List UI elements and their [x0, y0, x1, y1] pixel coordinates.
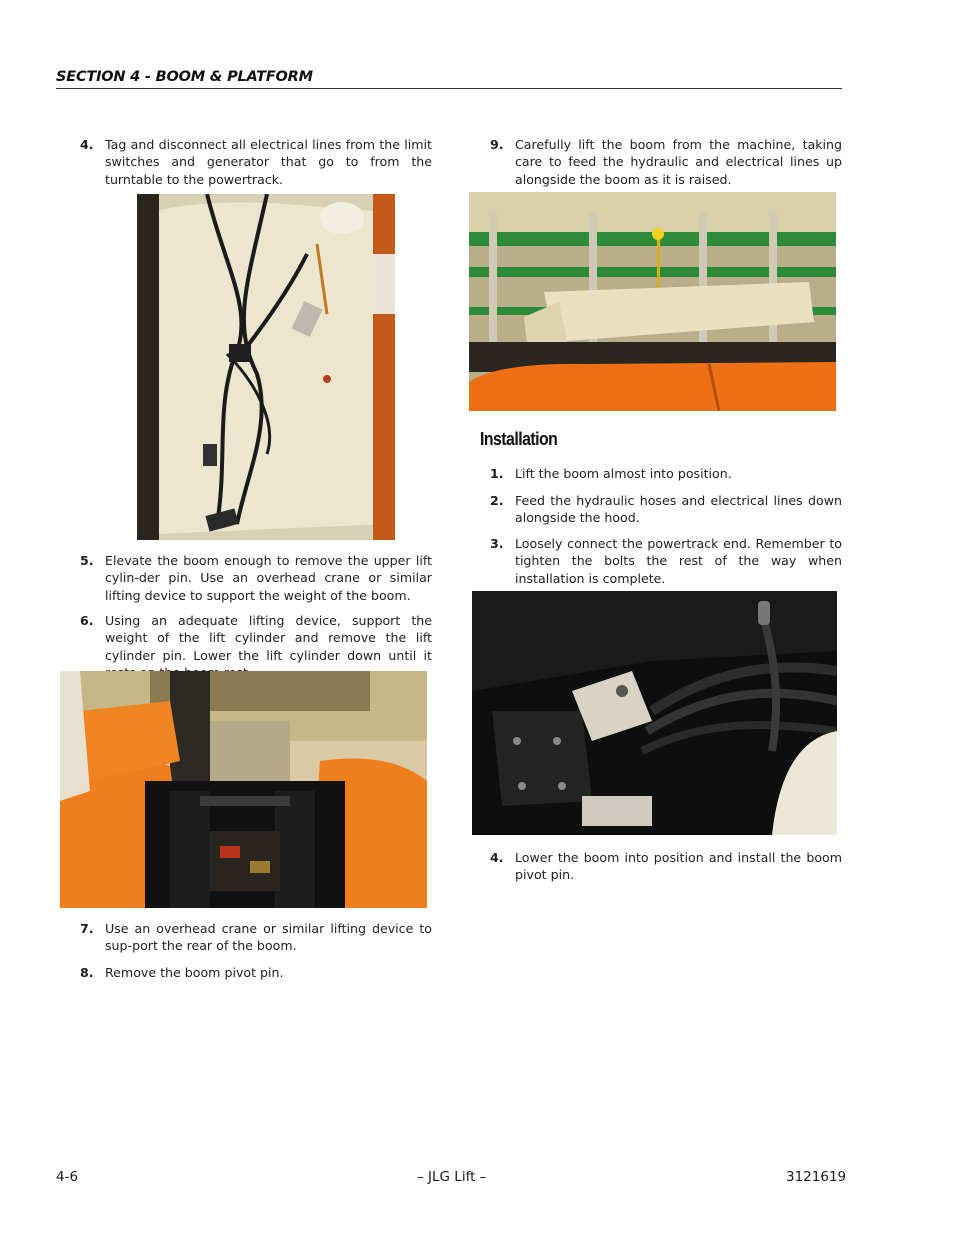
- installation-step-3: [490, 535, 842, 589]
- step-number: 2.: [490, 493, 504, 508]
- step-number: 8.: [80, 965, 94, 980]
- step-number: 3.: [490, 536, 504, 551]
- step-text: Carefully lift the boom from the machine, taking care to feed the hydraulic and electrical lines up alongside the boom as it is raised.: [515, 137, 842, 187]
- step-number: 1.: [490, 466, 504, 481]
- step-text: Remove the boom pivot pin.: [105, 965, 284, 980]
- step-5: [80, 552, 432, 606]
- step-text: Use an overhead crane or similar lifting device to sup-port the rear of the boom.: [105, 921, 432, 954]
- installation-step-4: [490, 849, 842, 885]
- step-6: [80, 612, 432, 666]
- step-text: Lower the boom into position and install the boom pivot pin.: [515, 850, 842, 883]
- footer-center: – JLG Lift –: [417, 1169, 487, 1185]
- step-text: Loosely connect the powertrack end. Remember to tighten the bolts the rest of the way when installation is complete.: [515, 536, 842, 586]
- step-number: 4.: [490, 850, 504, 865]
- section-header: [56, 66, 842, 89]
- photo-wiring-harness: [137, 194, 395, 540]
- step-text: Feed the hydraulic hoses and electrical lines down alongside the hood.: [515, 493, 842, 526]
- step-number: 5.: [80, 553, 94, 568]
- photo-powertrack: [472, 591, 837, 835]
- step-4: [80, 136, 432, 190]
- step-7: [80, 920, 432, 956]
- document-number: 3121619: [786, 1169, 847, 1185]
- step-number: 6.: [80, 613, 94, 628]
- step-number: 9.: [490, 137, 504, 152]
- section-title: SECTION 4 - BOOM & PLATFORM: [56, 69, 313, 85]
- step-9: [490, 136, 842, 190]
- installation-heading: Installation: [480, 429, 558, 449]
- photo-boom-lift: [469, 192, 836, 411]
- step-text: Using an adequate lifting device, support the weight of the lift cylinder and remove the lift cylinder pin. Lower the lift cylinder down until it: [105, 613, 432, 663]
- page-number: 4-6: [56, 1169, 79, 1185]
- step-text: Lift the boom almost into position.: [515, 466, 732, 481]
- installation-step-2: [490, 492, 842, 528]
- step-text: Tag and disconnect all electrical lines from the limit switches and generator that go to from the turntable to the powertrack.: [105, 137, 432, 187]
- step-text: Elevate the boom enough to remove the upper lift cylin-der pin. Use an overhead crane or similar lifting device to support the weight of the boom.: [105, 553, 432, 603]
- step-number: 7.: [80, 921, 94, 936]
- installation-step-1: [490, 465, 842, 483]
- photo-lift-cylinder: [60, 671, 427, 908]
- step-number: 4.: [80, 137, 94, 152]
- step-8: [80, 964, 432, 982]
